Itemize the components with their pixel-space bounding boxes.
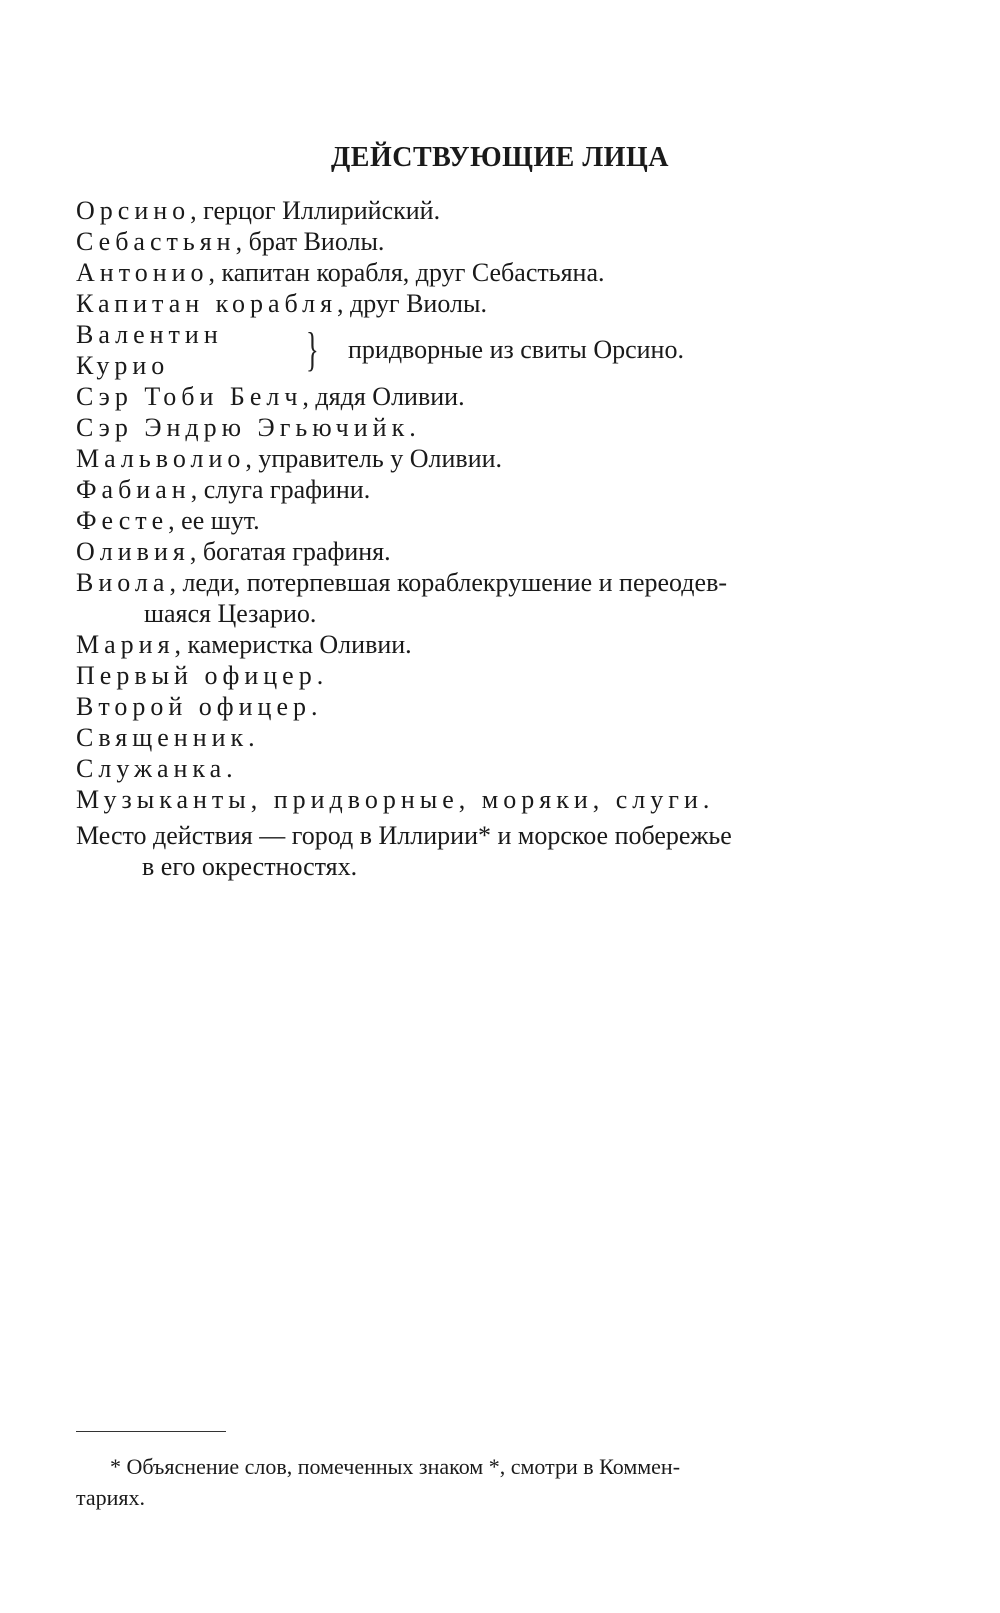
setting-line-1: Место действия — город в Иллирии* и морское побережье <box>76 821 732 850</box>
cast-entry-sebastian <box>76 226 936 257</box>
character-name: Служанка <box>76 754 227 783</box>
character-description: . <box>248 723 255 752</box>
cast-entry-viola-continued: шаяся Цезарио. <box>144 599 317 628</box>
character-name: Мария <box>76 630 175 659</box>
character-name: Священник <box>76 723 249 752</box>
character-name: Капитан корабля <box>76 289 338 318</box>
character-description: , дядя Оливии. <box>302 382 465 411</box>
cast-list <box>76 195 936 815</box>
setting-note <box>76 820 936 882</box>
cast-entry-feste <box>76 505 936 536</box>
character-description: , камеристка Оливии. <box>174 630 412 659</box>
character-name: Антонио <box>76 258 209 287</box>
character-name: Музыканты, придворные, моряки, слуги <box>76 785 703 814</box>
cast-entry-andrew <box>76 412 936 443</box>
character-description: , брат Виолы. <box>235 227 385 256</box>
cast-group-courtiers <box>76 319 936 381</box>
character-name: Фесте <box>76 506 169 535</box>
cast-entry-extras <box>76 784 936 815</box>
character-name: Мальволио <box>76 444 246 473</box>
character-description: , друг Виолы. <box>337 289 487 318</box>
character-name: Первый офицер <box>76 661 317 690</box>
cast-entry-orsino <box>76 195 936 226</box>
group-description: придворные из свиты Орсино. <box>348 335 684 364</box>
cast-entry-viola <box>76 567 936 598</box>
character-description: , богатая графиня. <box>189 537 391 566</box>
character-name: Виола <box>76 568 170 597</box>
character-name: Орсино <box>76 196 191 225</box>
character-description: . <box>226 754 233 783</box>
character-description: , управитель у Оливии. <box>245 444 503 473</box>
cast-entry-second-officer <box>76 691 936 722</box>
cast-entry-first-officer <box>76 660 936 691</box>
cast-entry-malvolio <box>76 443 936 474</box>
character-description: , герцог Иллирийский. <box>190 196 441 225</box>
character-description: . <box>316 661 324 690</box>
cast-entry-antonio <box>76 257 936 288</box>
cast-entry-priest <box>76 722 936 753</box>
footnote-divider <box>76 1431 226 1432</box>
character-description: . <box>409 413 416 442</box>
character-description: . <box>702 785 710 814</box>
character-name: Сэр Тоби Белч <box>76 382 303 411</box>
cast-entry-captain <box>76 288 936 319</box>
character-name: Себастьян <box>76 227 236 256</box>
footnote-line-1: * Объяснение слов, помеченных знаком *, смотри в Коммен- <box>110 1454 681 1479</box>
cast-entry-olivia <box>76 536 936 567</box>
cast-entry-maid <box>76 753 936 784</box>
character-name: Оливия <box>76 537 190 566</box>
footnote-line-2: тариях. <box>76 1485 146 1510</box>
brace-symbol: } <box>306 323 319 376</box>
character-description: , леди, потерпевшая кораблекрушение и переодев- <box>169 568 728 597</box>
character-name: Второй офицер <box>76 692 311 721</box>
character-name-curio: Курио <box>76 351 170 380</box>
cast-entry-toby <box>76 381 936 412</box>
page-title: ДЕЙСТВУЮЩИЕ ЛИЦА <box>331 142 669 173</box>
setting-line-2: в его окрестностях. <box>142 852 358 881</box>
cast-entry-maria <box>76 629 936 660</box>
character-name-valentine: Валентин <box>76 320 223 349</box>
cast-entry-fabian <box>76 474 936 505</box>
character-description: , слуга графини. <box>190 475 371 504</box>
character-description: , ее шут. <box>168 506 260 535</box>
character-description: . <box>311 692 318 721</box>
character-name: Сэр Эндрю Эгьючийк <box>76 413 410 442</box>
footnote <box>76 1451 936 1513</box>
character-name: Фабиан <box>76 475 191 504</box>
character-description: , капитан корабля, друг Себастьяна. <box>208 258 605 287</box>
